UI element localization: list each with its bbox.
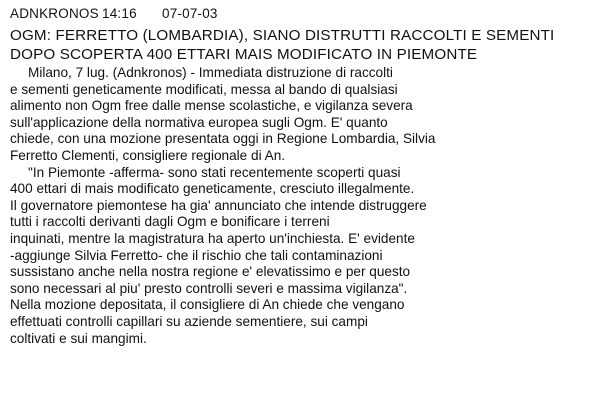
body-line: Milano, 7 lug. (Adnkronos) - Immediata distruzione di raccolti — [28, 65, 393, 80]
body-line: e sementi geneticamente modificati, messa al bando di qualsiasi — [10, 81, 398, 97]
headline — [10, 26, 554, 64]
body-line: sussistano anche nella nostra regione e' elevatissimo e per questo — [10, 264, 411, 280]
body-line: -aggiunge Silvia Ferretto- che il rischio che tali contaminazioni — [10, 247, 383, 263]
headline-line-1: OGM: FERRETTO (LOMBARDIA), SIANO DISTRUTTI RACCOLTI E SEMENTI — [10, 27, 555, 44]
date: 07-07-03 — [162, 6, 218, 21]
body-line: coltivati e sui mangimi. — [10, 330, 147, 346]
body-line: Il governatore piemontese ha gia' annunciato che intende distruggere — [10, 197, 427, 213]
headline-line-2: DOPO SCOPERTA 400 ETTARI MAIS MODIFICATO IN PIEMONTE — [10, 46, 478, 63]
news-agency: ADNKRONOS — [10, 6, 99, 21]
body-line: effettuati controlli capillari su aziende sementiere, sui campi — [10, 313, 368, 329]
timestamp: 14:16 — [102, 6, 137, 21]
body-line: "In Piemonte -afferma- sono stati recentemente scoperti quasi — [28, 164, 401, 180]
dateline — [10, 6, 218, 21]
body-line: inquinati, mentre la magistratura ha aperto un'inchiesta. E' evidente — [10, 230, 415, 246]
body-line: Ferretto Clementi, consigliere regionale di An. — [10, 147, 286, 163]
body-line: sull'applicazione della normativa europea sugli Ogm. E' quanto — [10, 114, 388, 130]
body-line: chiede, con una mozione presentata oggi in Regione Lombardia, Silvia — [10, 131, 436, 147]
body-line: sono necessari al piu' presto controlli severi e massima vigilanza". — [10, 280, 408, 296]
body-line: Nella mozione depositata, il consigliere di An chiede che vengano — [10, 297, 405, 313]
article-body — [10, 65, 435, 347]
body-line: 400 ettari di mais modificato geneticamente, cresciuto illegalmente. — [10, 181, 415, 197]
body-line: alimento non Ogm free dalle mense scolastiche, e vigilanza severa — [10, 98, 413, 114]
body-line: tutti i raccolti derivanti dagli Ogm e bonificare i terreni — [10, 214, 330, 230]
